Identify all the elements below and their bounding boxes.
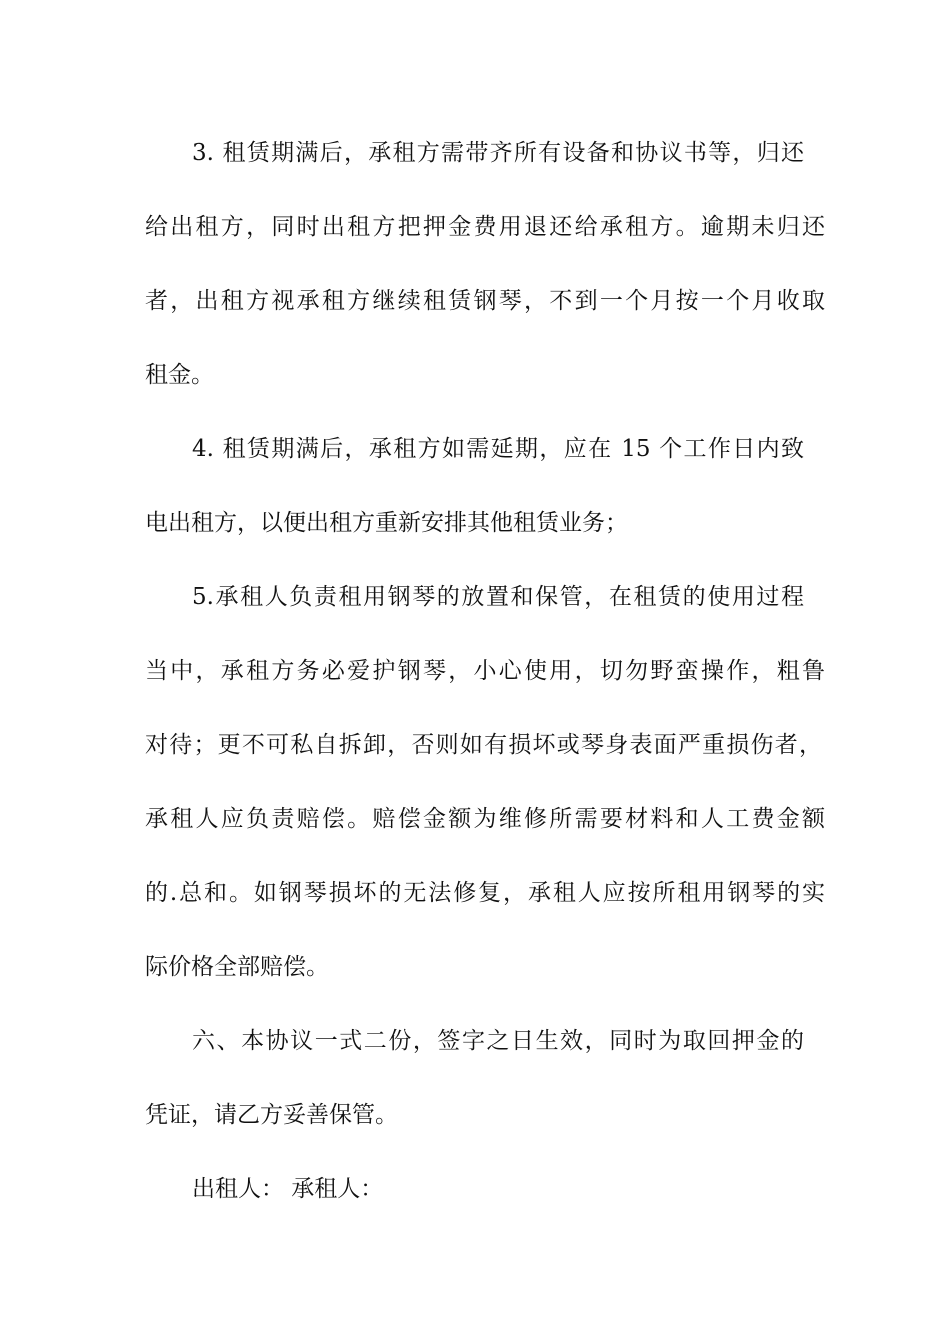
clause-4-line-1: 4. 租赁期满后，承租方如需延期，应在 15 个工作日内致 <box>192 436 804 462</box>
clause-5-line-3: 对待；更不可私自拆卸，否则如有损坏或琴身表面严重损伤者， <box>145 732 822 758</box>
clause-5-line-6: 际价格全部赔偿。 <box>145 954 329 980</box>
clause-6-line-1: 六、本协议一式二份，签字之日生效，同时为取回押金的 <box>192 1028 804 1054</box>
clause-5-line-2: 当中，承租方务必爱护钢琴，小心使用，切勿野蛮操作，粗鲁 <box>145 658 825 684</box>
signature-line: 出租人： 承租人： <box>192 1176 384 1202</box>
clause-3-line-4: 租金。 <box>145 362 214 388</box>
clause-3-line-3: 者，出租方视承租方继续租赁钢琴，不到一个月按一个月收取 <box>145 288 825 314</box>
clause-5-line-1: 5.承租人负责租用钢琴的放置和保管，在租赁的使用过程 <box>192 584 804 610</box>
clause-6-line-2: 凭证，请乙方妥善保管。 <box>145 1102 398 1128</box>
clause-3-line-1: 3. 租赁期满后，承租方需带齐所有设备和协议书等，归还 <box>192 140 804 166</box>
clause-3-line-2: 给出租方，同时出租方把押金费用退还给承租方。逾期未归还 <box>145 214 825 240</box>
clause-5-line-5: 的.总和。如钢琴损坏的无法修复，承租人应按所租用钢琴的实 <box>145 880 825 906</box>
clause-5-line-4: 承租人应负责赔偿。赔偿金额为维修所需要材料和人工费金额 <box>145 806 825 832</box>
clause-4-line-2: 电出租方，以便出租方重新安排其他租赁业务； <box>145 510 628 536</box>
